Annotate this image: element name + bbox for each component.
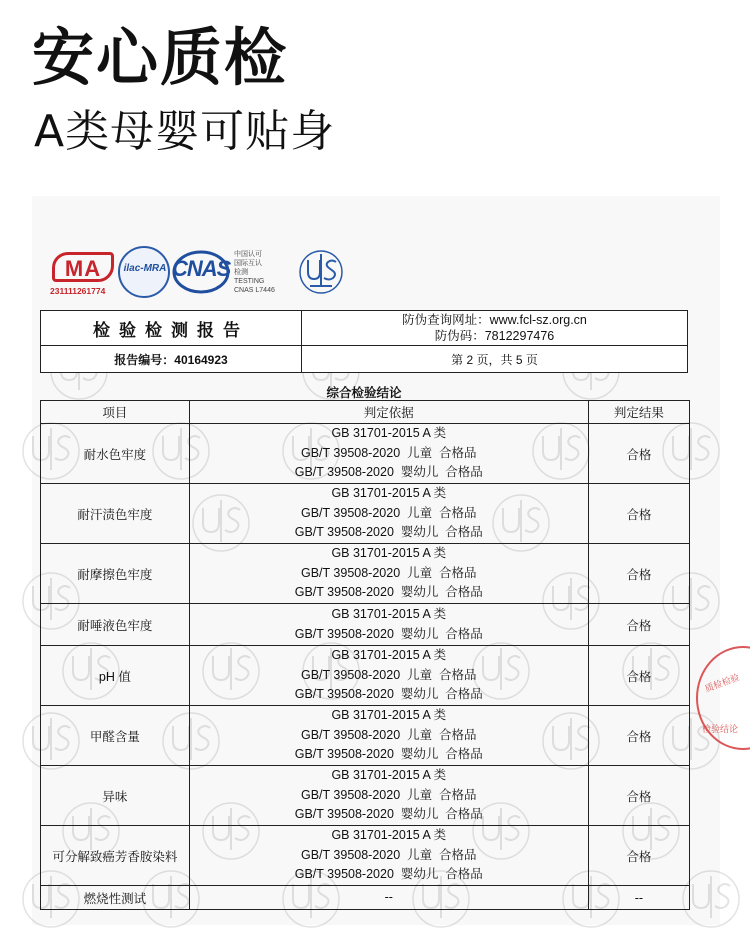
basis-line: GB/T 39508-2020 婴幼儿 合格品: [294, 585, 483, 600]
row-basis: [189, 706, 588, 766]
basis-line: GB/T 39508-2020 儿童 合格品: [301, 565, 477, 580]
row-result: 合格: [588, 766, 689, 826]
row-item: 耐摩擦色牢度: [41, 544, 190, 604]
basis-line: GB/T 39508-2020 婴幼儿 合格品: [294, 465, 483, 480]
row-item: 耐汗渍色牢度: [41, 484, 190, 544]
row-basis: [189, 424, 588, 484]
ilac-mra-logo: [118, 246, 170, 298]
table-row: [41, 706, 690, 766]
cnas-info-line: 中国认可: [234, 251, 262, 258]
cnas-logo: [172, 248, 230, 296]
cma-logo-text: MA: [52, 252, 114, 282]
basis-line: GB/T 39508-2020 儿童 合格品: [301, 727, 477, 742]
report-header-table: [40, 310, 688, 373]
ilac-logo-text: ilac-MRA: [123, 263, 167, 274]
section-title: 综合检验结论: [326, 386, 402, 400]
basis-line: GB 31701-2015 A 类: [331, 708, 447, 723]
row-result: 合格: [588, 604, 689, 646]
header-item: 项目: [41, 401, 190, 424]
basis-line: GB/T 39508-2020 婴幼儿 合格品: [294, 626, 483, 641]
basis-line: GB 31701-2015 A 类: [331, 426, 447, 441]
row-item: pH 值: [41, 646, 190, 706]
row-basis: [189, 604, 588, 646]
row-item: 耐唾液色牢度: [41, 604, 190, 646]
basis-line: GB 31701-2015 A 类: [331, 768, 447, 783]
basis-line: GB/T 39508-2020 婴幼儿 合格品: [294, 867, 483, 882]
report-number: 报告编号：40164923: [41, 346, 302, 373]
header-result: 判定结果: [588, 401, 689, 424]
basis-line: GB/T 39508-2020 儿童 合格品: [301, 787, 477, 802]
page-info: 第 2 页，共 5 页: [302, 346, 688, 373]
cma-logo: [50, 250, 116, 296]
row-item: 燃烧性测试: [41, 886, 190, 910]
table-row: [41, 604, 690, 646]
table-row: [41, 484, 690, 544]
verify-url: 防伪查询网址：www.fcl-sz.org.cn: [402, 313, 587, 327]
row-basis: [189, 484, 588, 544]
table-row: [41, 886, 690, 910]
basis-line: GB 31701-2015 A 类: [331, 486, 447, 501]
table-row: [41, 544, 690, 604]
row-item: 甲醛含量: [41, 706, 190, 766]
basis-line: GB 31701-2015 A 类: [331, 546, 447, 561]
us-scales-icon: [298, 248, 344, 296]
table-row: [41, 826, 690, 886]
basis-line: --: [384, 889, 393, 904]
report-title: 检验检测报告: [41, 311, 302, 346]
stamp-text: 质检检验: [703, 672, 741, 694]
cnas-info-line: TESTING: [234, 278, 265, 285]
row-item: 可分解致癌芳香胺染料: [41, 826, 190, 886]
row-result: 合格: [588, 484, 689, 544]
basis-line: GB/T 39508-2020 婴幼儿 合格品: [294, 807, 483, 822]
row-result: 合格: [588, 706, 689, 766]
basis-line: GB/T 39508-2020 婴幼儿 合格品: [294, 525, 483, 540]
cnas-info-line: 国际互认: [234, 260, 262, 267]
verify-code: 防伪码：7812297476: [434, 329, 555, 343]
row-basis: [189, 826, 588, 886]
certification-logos: [50, 242, 370, 302]
row-basis: [189, 544, 588, 604]
stamp-text: 检验结论: [702, 724, 739, 734]
table-row: [41, 424, 690, 484]
conclusion-table: [40, 400, 690, 910]
row-result: 合格: [588, 424, 689, 484]
verification-info: [302, 311, 688, 346]
basis-line: GB/T 39508-2020 儿童 合格品: [301, 847, 477, 862]
row-basis: [189, 886, 588, 910]
cnas-info-line: CNAS L7446: [234, 287, 275, 294]
row-result: 合格: [588, 544, 689, 604]
row-result: 合格: [588, 646, 689, 706]
cnas-info: [234, 250, 275, 295]
basis-line: GB 31701-2015 A 类: [331, 648, 447, 663]
row-item: 异味: [41, 766, 190, 826]
basis-line: GB 31701-2015 A 类: [331, 607, 447, 621]
hero-title: 安心质检: [32, 21, 289, 94]
us-testing-logo: [298, 248, 344, 296]
row-basis: [189, 766, 588, 826]
table-row: [41, 766, 690, 826]
basis-line: GB 31701-2015 A 类: [331, 828, 447, 843]
basis-line: GB/T 39508-2020 婴幼儿 合格品: [294, 747, 483, 762]
basis-line: GB/T 39508-2020 婴幼儿 合格品: [294, 687, 483, 702]
hero-subtitle: A类母婴可贴身: [34, 106, 336, 157]
table-header-row: [41, 401, 690, 424]
row-basis: [189, 646, 588, 706]
basis-line: GB/T 39508-2020 儿童 合格品: [301, 445, 477, 460]
table-row: [41, 646, 690, 706]
cnas-info-line: 检测: [234, 269, 248, 276]
basis-line: GB/T 39508-2020 儿童 合格品: [301, 505, 477, 520]
cma-number: 231111261774: [50, 286, 106, 296]
header-basis: 判定依据: [189, 401, 588, 424]
row-result: 合格: [588, 826, 689, 886]
basis-line: GB/T 39508-2020 儿童 合格品: [301, 667, 477, 682]
cnas-logo-text: CNAS: [172, 256, 231, 281]
row-result: --: [588, 886, 689, 910]
row-item: 耐水色牢度: [41, 424, 190, 484]
